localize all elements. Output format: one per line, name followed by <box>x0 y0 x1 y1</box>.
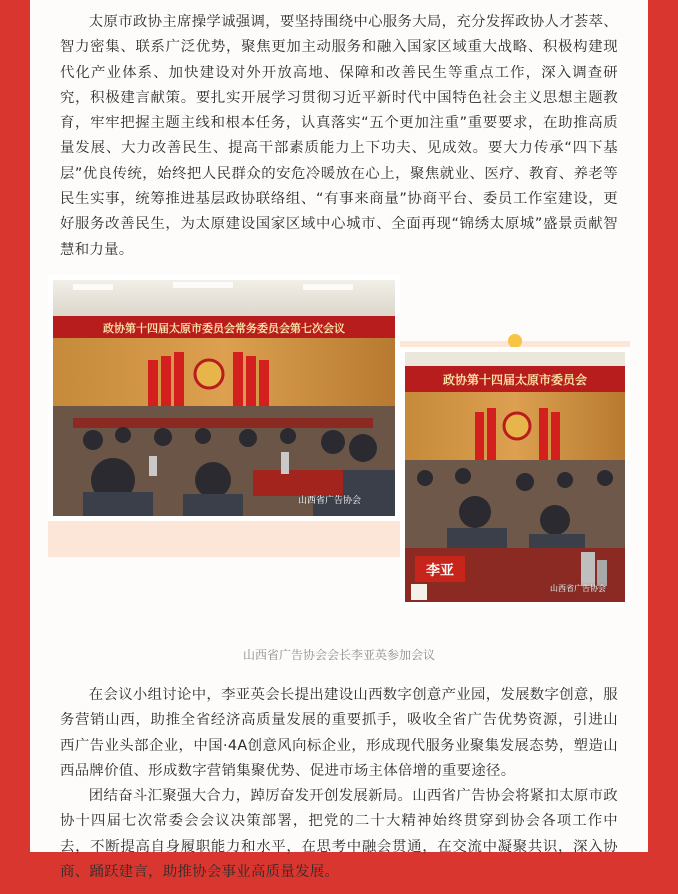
meeting-photo-left-image <box>53 280 395 516</box>
left-photo-watermark: 山西省广告协会 <box>298 495 362 506</box>
meeting-photo-right[interactable] <box>400 347 630 607</box>
paragraph-3: 团结奋斗汇聚强大合力，踔厉奋发开创发展新局。山西省广告协会将紧扣太原市政协十四届七次常委会会议决策部署，把党的二十大精神始终贯穿到协会各项工作中去，不断提高自身履职能力和水平，在思考中融会贯通，在交流中凝聚共识，深入协商、踊跃建言，助推协会事业高质量发展。 <box>60 788 618 881</box>
paragraph-2: 在会议小组讨论中，李亚英会长提出建设山西数字创意产业园，发展数字创意，服务营销山西，助推全省经济高质量发展的重要抓手，吸收全省广告优势资源，引进山西广告业头部企业，中国·4A创意风向标企业，形成现代服务业聚集发展态势，塑造山西品牌价值、形成数字营销集聚优势、促进市场主体倍增的重要途径。 <box>60 686 618 779</box>
paragraph-1: 太原市政协主席操学诚强调，要坚持围绕中心服务大局，充分发挥政协人才荟萃、智力密集、联系广泛优势，聚焦更加主动服务和融入国家区域重大战略、积极构建现代化产业体系、加快建设对外开放高地、保障和改善民生等重点工作，深入调查研究，积极建言献策。要扎实开展学习贯彻习近平新时代中国特色社会主义思想主题教育，牢牢把握主题主线和根本任务，认真落实“五个更加注重”重要要求，在助推高质量发展、大力改善民生、提高干部素质能力上下功夫、见成效。要大力传承“四下基层”优良传统，始终把人民群众的安危冷暖放在心上，聚焦就业、医疗、教育、养老等民生实事，统筹推进基层政协联络组、“有事来商量”协商平台、委员工作室建设，更好服务改善民生，为太原建设国家区域中心城市、全面再现“锦绣太原城”盛景贡献智慧和力量。 <box>60 14 618 258</box>
nameplate-text: 李亚 <box>426 562 454 579</box>
right-photo-watermark: 山西省广告协会 <box>550 583 606 593</box>
meeting-photo-left[interactable] <box>48 275 400 521</box>
photo-caption: 山西省广告协会会长李亚英参加会议 <box>242 647 435 662</box>
right-photo-banner: 政协第十四届太原市委员会 <box>442 372 588 387</box>
decorative-dot <box>508 334 522 348</box>
photo-gallery <box>30 275 648 630</box>
left-photo-banner: 政协第十四届太原市委员会常务委员会第七次会议 <box>103 321 345 335</box>
meeting-photo-right-image <box>405 352 625 602</box>
article-card <box>30 0 648 881</box>
